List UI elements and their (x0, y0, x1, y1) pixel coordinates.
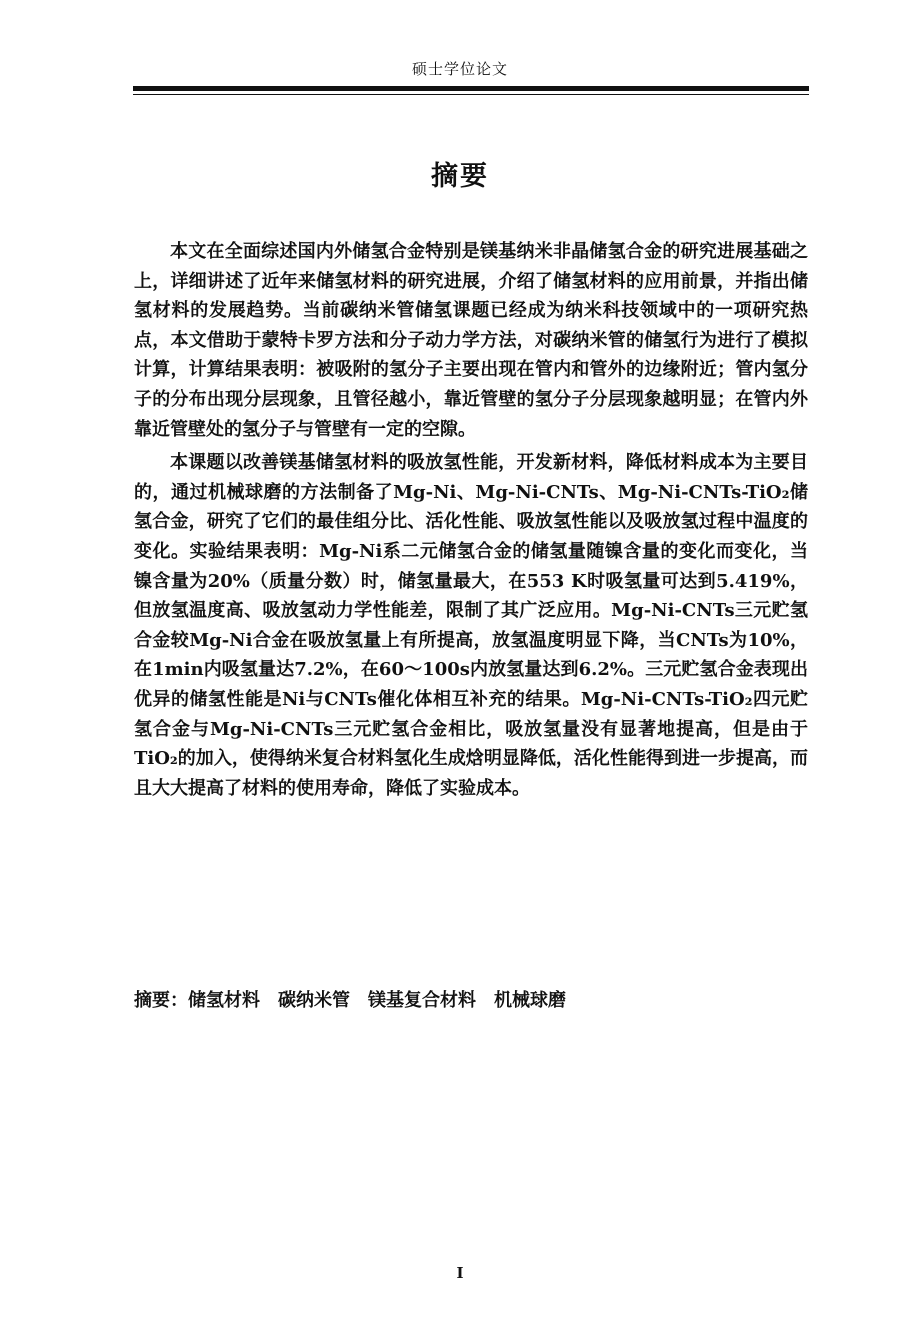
abstract-paragraph-2: 本课题以改善镁基储氢材料的吸放氢性能，开发新材料，降低材料成本为主要目的，通过机械球磨的方法制备了Mg-Ni、Mg-Ni-CNTs、Mg-Ni-CNTs-TiO₂储氢合金，研究了它们的最佳组分比、活化性能、吸放氢性能以及吸放氢过程中温度的变化。实验结果表明：Mg-Ni系二元储氢合金的储氢量随镍含量的变化而变化，当镍含量为20%（质量分数）时，储氢量最大，在553 K时吸氢量可达到5.419%，但放氢温度高、吸放氢动力学性能差，限制了其广泛应用。Mg-Ni-CNTs三元贮氢合金较Mg-Ni合金在吸放氢量上有所提高，放氢温度明显下降，当CNTs为10%，在1min内吸氢量达7.2%，在60～100s内放氢量达到6.2%。三元贮氢合金表现出优异的储氢性能是Ni与CNTs催化体相互补充的结果。Mg-Ni-CNTs-TiO₂四元贮氢合金与Mg-Ni-CNTs三元贮氢合金相比，吸放氢量没有显著地提高，但是由于TiO₂的加入，使得纳米复合材料氢化生成焓明显降低，活化性能得到进一步提高，而且大大提高了材料的使用寿命，降低了实验成本。 (134, 452, 808, 799)
page-number: I (456, 1264, 464, 1282)
keyword-item: 储氢材料 (188, 990, 260, 1011)
abstract-title: 摘要 (431, 161, 489, 192)
abstract-body (134, 237, 808, 803)
running-header-title: 硕士学位论文 (411, 60, 508, 78)
header-rule-thick (133, 86, 809, 91)
abstract-paragraph-1: 本文在全面综述国内外储氢合金特别是镁基纳米非晶储氢合金的研究进展基础之上，详细讲述了近年来储氢材料的研究进展，介绍了储氢材料的应用前景，并指出储氢材料的发展趋势。当前碳纳米管储氢课题已经成为纳米科技领域中的一项研究热点，本文借助于蒙特卡罗方法和分子动力学方法，对碳纳米管的储氢行为进行了模拟计算，计算结果表明：被吸附的氢分子主要出现在管内和管外的边缘附近；管内氢分子的分布出现分层现象，且管径越小，靠近管壁的氢分子分层现象越明显；在管内外靠近管壁处的氢分子与管壁有一定的空隙。 (134, 241, 808, 440)
keywords-label: 摘要： (134, 990, 188, 1011)
header-rule-thin (133, 94, 809, 95)
keyword-item: 镁基复合材料 (368, 990, 476, 1011)
keyword-item: 机械球磨 (494, 990, 566, 1011)
keywords-line (134, 986, 808, 1012)
keyword-item: 碳纳米管 (278, 990, 350, 1011)
